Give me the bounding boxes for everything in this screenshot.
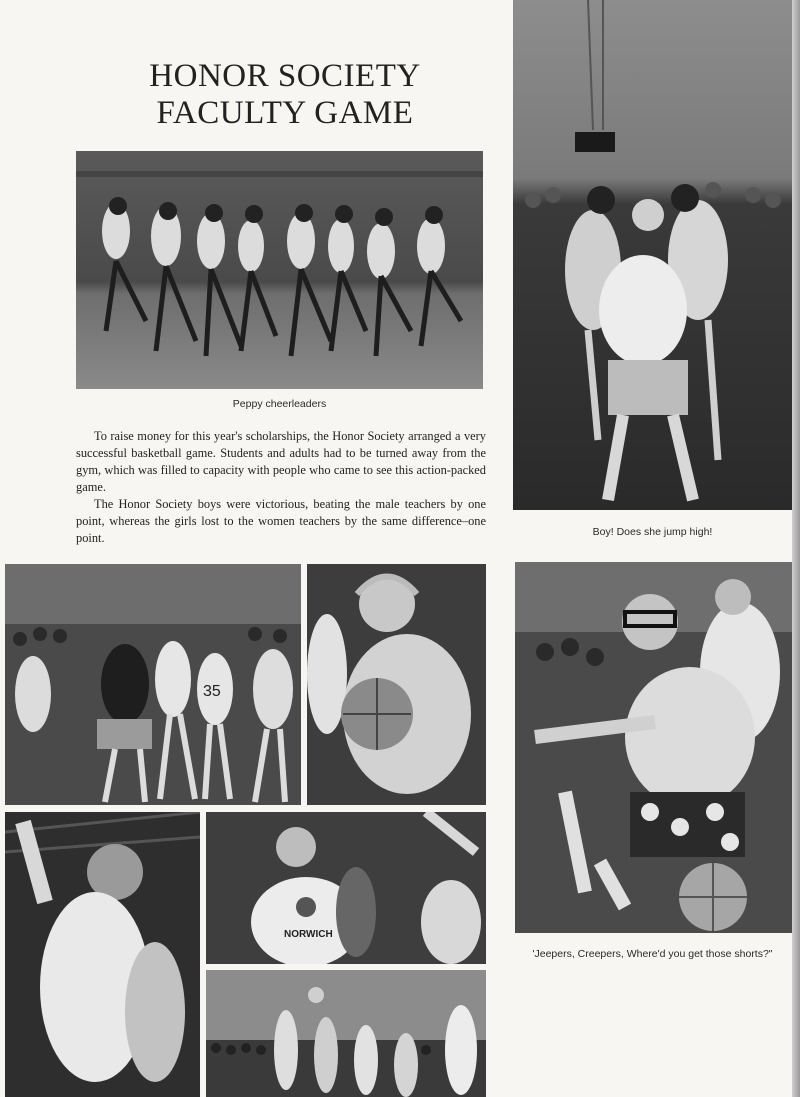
caption-cheerleaders: Peppy cheerleaders — [232, 398, 327, 410]
page-binding-edge — [792, 0, 800, 1097]
photo-court-play — [206, 970, 486, 1097]
jersey-number: 35 — [203, 683, 221, 700]
title-line-1: HONOR SOCIETY — [149, 58, 421, 94]
photo-jump — [513, 0, 792, 510]
photo-cheerleaders — [76, 151, 483, 389]
article-body — [76, 428, 486, 547]
photo-teacher-shorts — [515, 562, 792, 933]
article-paragraph-1: To raise money for this year's scholarships, the Honor Society arranged a very successful basketball game. Students and adults had to be turned away from the gym, which was filled to capacity with people who came to see this action-packed game. — [76, 429, 486, 494]
photo-game-action — [5, 564, 301, 805]
title-line-2: FACULTY GAME — [156, 95, 414, 131]
sweatshirt-lettering: NORWICH — [284, 929, 333, 940]
caption-shorts: 'Jeepers, Creepers, Where'd you get those shorts?" — [532, 948, 773, 960]
photo-reaching-player — [5, 812, 200, 1097]
article-paragraph-2: The Honor Society boys were victorious, beating the male teachers by one point, whereas the girls lost to the women teachers by the same difference–one point. — [76, 497, 486, 545]
photo-teacher-basketball — [307, 564, 486, 805]
caption-jump: Boy! Does she jump high! — [592, 526, 713, 538]
photo-norwich-sweatshirt — [206, 812, 486, 964]
page-title — [90, 58, 480, 132]
